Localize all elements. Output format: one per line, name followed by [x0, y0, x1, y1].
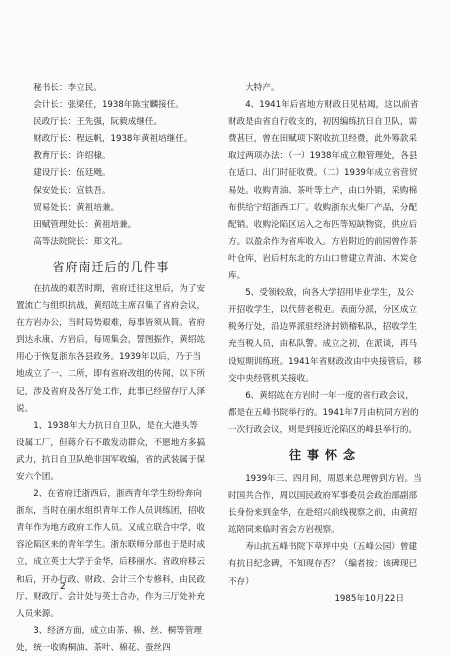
- official-entry: 田赋管理处长：黄祖培兼。: [33, 219, 137, 230]
- right-column: [228, 80, 422, 608]
- official-entry: 高等法院院长：郑文礼。: [33, 236, 128, 247]
- signoff-date: 1985年10月22日: [334, 593, 404, 604]
- paragraph: 5、受领较敌，向各大学招用毕业学生，及公开招收学生，以代替老税吏。表面分派，分区成立税务厅处，沿边界派驻经济封锁稽私队，招收学生充当税人员，由私队警。成立之初，在派谈，再马设短期训练班。1941年省财政改由中央接管后，移交中央经管机关接收。: [228, 288, 422, 384]
- paragraph: 6、黄绍竑在方岩时一年一度的省行政会议，都是在五峰书院举行的。1941年7月由杭同方岩的一次行政会议，则是到接近沦陷区的峰县举行的。: [228, 390, 419, 435]
- page-number: 2: [60, 582, 66, 592]
- paragraph: 在抗战的艰苦时期，省府迁往这里后，为了安置流亡与组织抗战，黄绍竑主席召集了省府会议，在方岩办公，当时局势艰难，每事皆须从简。省府到达永康、方岩后，每周集会，誓图振作，黄绍竑用心于恢复浙东各县政务。1939年以后，乃于当地成立了一、二所，即有省府改组的传闻，以下所记，涉及省府及各厅处工作，此事已经留存厅人泽说。: [16, 283, 206, 414]
- left-paragraphs: [16, 281, 206, 657]
- paragraph: 3、经济方面，成立由茶、棉、丝、桐等管理处，统一收购桐油、茶叶、棉花、蚕丝四: [16, 625, 202, 653]
- official-entry: 保安处长：宣铁吾。: [33, 185, 111, 196]
- paragraph: 4、1941年后省地方财政日见枯竭，这以前省财政是由省自行收支的，初因编练抗日自卫队，需费甚巨，曾在田赋项下附收抗卫经费，此外筹款采取过两项办法：（一）1938年成立粮管理处，各县在适口、出门时征收费。（二）1939年成立省营贸易处。收购青油、茶叶等土产，由口外销，采购棉布供给宁绍浙西工厂。收购浙东火柴厂产品，分配配销。收购沦陷区运入之布匹等短缺物资，供应后方。以盈余作为省库收入。方岩附近的前园曾作茶叶仓库，岩后村东北的方山口曾建立青油、木炭仓库。: [228, 100, 419, 282]
- paragraph: 大特产。: [245, 83, 280, 93]
- officials-list: [16, 80, 206, 251]
- left-column: [16, 80, 206, 657]
- official-entry: 会计长：张梁任，1938年陈宝麟接任。: [33, 100, 184, 111]
- paragraph: 寿山抗五峰书院下草坪中央（五峰公园）曾建有抗日纪念碑，不知现存否？（编者按：该碑现已不存）: [228, 542, 418, 587]
- right-paragraphs-before: [228, 80, 422, 439]
- official-entry: 财政厅长：程远帆，1938年黄祖培继任。: [33, 134, 193, 145]
- section-headline: 省府南迁后的几件事: [52, 259, 170, 274]
- official-entry: 建设厅长：伍廷飏。: [33, 168, 111, 179]
- official-entry: 教育厅长：许绍棣。: [33, 151, 111, 162]
- official-entry: 秘书长：李立民。: [33, 83, 102, 93]
- paragraph: 1939年三、四月间，周恩来总理曾到方岩。当时国共合作，周以国民政府军事委员会政治部副部长身份来到金华，在赴绍兴前线视察之前，由黄绍竑陪同来临时省会方岩视察。: [228, 473, 422, 536]
- section-headline-2: 往事怀念: [288, 447, 361, 462]
- official-entry: 贸易处长：黄祖培兼。: [33, 202, 120, 213]
- right-paragraphs-after: [228, 471, 422, 591]
- official-entry: 民政厅长：王先强，阮毅成继任。: [33, 117, 163, 128]
- paragraph: 2、在省府迁浙西后，浙西青年学生纷纷奔向浙东，当时在丽水组织青年工作人员训练团，招收青年作为地方政府工作人员。又成立联合中学，收容沦陷区来的青年学生。浙东联师分部也于是时成立，成立英士大学于金华，后移丽水。省政府移云和后，开办行政、财政、会计三个专修科，由民政厅、财政厅、会计处与英士合办，作为三厅处补充人员来源。: [16, 489, 206, 619]
- paragraph: 1、1938年大力抗日自卫队，是在大港头等设属工厂，但蒋介石不敢发动群众，不愿地方多搞武力，抗日自卫队绝非国军收编，省的武装属于保安六个团。: [16, 420, 206, 482]
